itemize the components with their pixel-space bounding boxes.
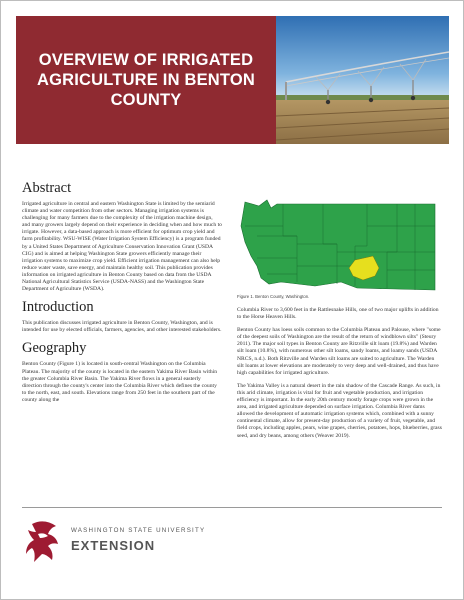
footer-divider bbox=[22, 507, 442, 508]
introduction-heading: Introduction bbox=[22, 299, 94, 316]
abstract-text: Irrigated agriculture in central and eastern Washington State is limited by the semiarid climate and water competition from other sectors. Managing irrigation systems is challenging for many farmers due to the complexity of the irrigation machine design, and many growers largely depend on their experience in deciding when and how much to irrigate. However, a data-based approach is more efficient for optimum crop yield and farm profitability. WSU-WISE (Water Irrigation System Efficiency) is a program funded by a United States Department of Agriculture Conservation Innovation Grant (USDA CIG) and is aimed at helping Washington State growers efficiently manage their irrigation systems to maximize crop yield. Efficient irrigation management can also help reduce water waste, save energy, and maintain healthy soil. This publication provides information on irrigated agriculture in Benton County based on data from the USDA National Agricultural Statistics Service (USDA-NASS) and the Washington State Department of Agriculture (WSDA). bbox=[22, 201, 222, 293]
right-para-1: Columbia River to 3,600 feet in the Rattlesnake Hills, one of two major uplifts in addition to the Horse Heaven Hills. bbox=[237, 307, 439, 321]
geography-text: Benton County (Figure 1) is located in south-central Washington on the Columbia Plateau. The majority of the county is located in the eastern Yakima River Basin within the greater Columbia River Basin. The Yakima River flows in a general easterly direction through the county's center into the Columbia River which defines the county to the north, east, and south. Elevations range from 250 feet in the southern part of the county along the bbox=[22, 361, 218, 403]
university-name: WASHINGTON STATE UNIVERSITY bbox=[71, 527, 206, 534]
right-column bbox=[237, 196, 442, 446]
right-para-2: Benton County has loess soils common to the Columbia Plateau and Palouse, where "some of the deepest soils of Washington are the result of the return of windblown silts" (Steury 2011). The major soil types in Benton County are Ritzville silt loam (19.8%) and Warden silt loam (10.8%), with numerous other silt loams, sandy loams, and loamy sands (USDA NRCS, n.d.). Both Ritzville and Warden silt loams are suited to agriculture. The Warden silt loams at lower elevations are moderately to very deep and well-drained, and thus have high capabilities for irrigated agriculture. bbox=[237, 327, 441, 376]
right-para-3: The Yakima Valley is a natural desert in the rain shadow of the Cascade Range. As such, in this arid climate, irrigation is vital for fruit and vegetable production, and irrigation efficiency is important. In the early 20th century mostly forage crops were grown in the area, and irrigated agriculture depended on surface irrigation. Columbia River dams allowed the development of automatic irrigation systems which, combined with a sunny continental climate, allow for present-day production of a variety of fruit, vegetable, and field crops, including apples, pears, wine grapes, cherries, potatoes, hops, blueberries, grass seed, and dry beans, among others (Weaver 2019). bbox=[237, 382, 442, 439]
introduction-text: This publication discusses irrigated agriculture in Benton County, Washington, and is intended for use by elected officials, farmers, agencies, and other interested stakeholders. bbox=[22, 320, 222, 334]
geography-heading: Geography bbox=[22, 340, 87, 357]
extension-label: EXTENSION bbox=[71, 538, 156, 553]
figure-caption: Figure 1. Benton County, Washington. bbox=[237, 294, 310, 299]
header-banner bbox=[16, 16, 449, 144]
wsu-cougar-logo-icon bbox=[26, 520, 62, 564]
washington-county-map bbox=[237, 196, 442, 292]
title-box bbox=[16, 16, 276, 144]
washington-state-shape bbox=[241, 200, 435, 290]
abstract-heading: Abstract bbox=[22, 180, 72, 196]
document-title: OVERVIEW OF IRRIGATED AGRICULTURE IN BENTON COUNTY bbox=[36, 51, 256, 109]
irrigation-photo bbox=[276, 16, 449, 144]
left-column bbox=[22, 180, 222, 410]
